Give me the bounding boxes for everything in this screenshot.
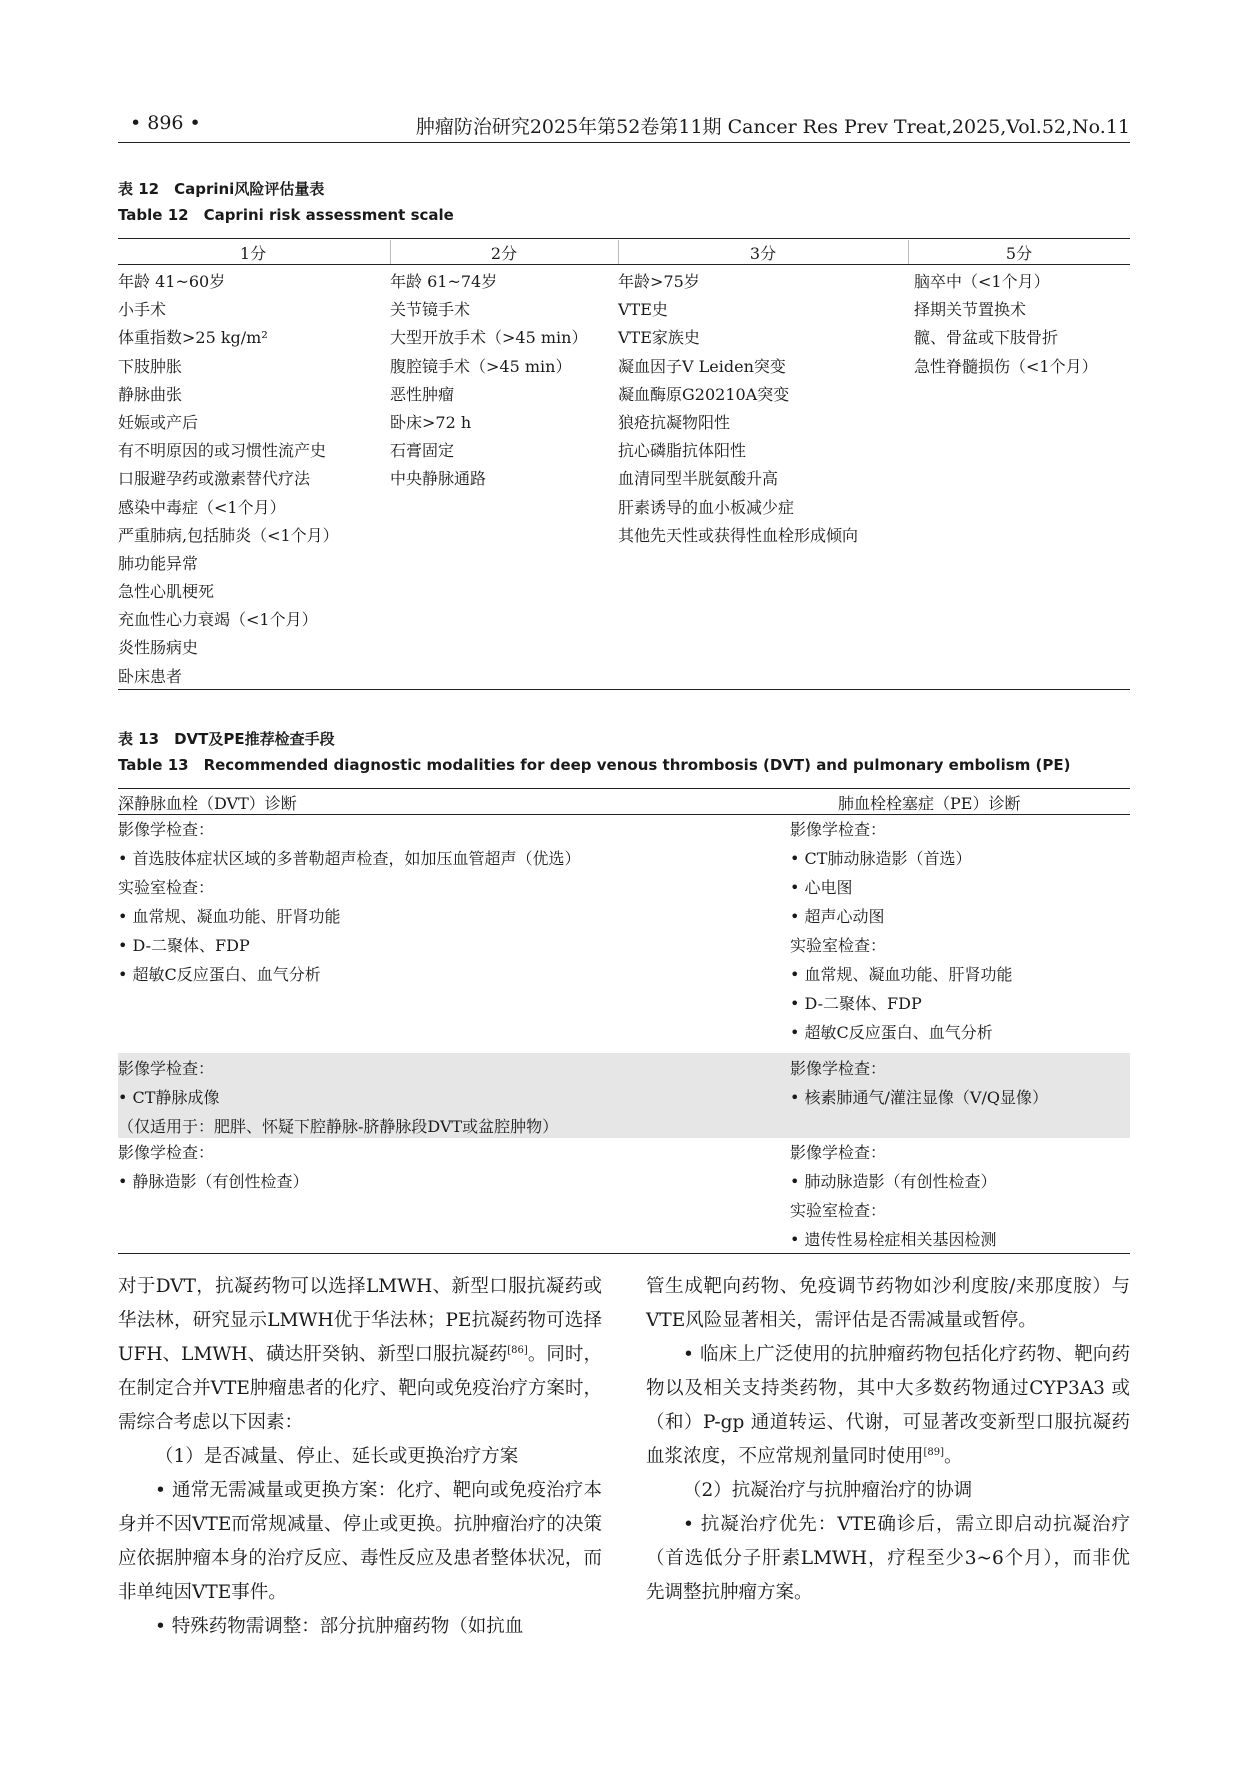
table-cell: 择期关节置换术: [914, 300, 1027, 320]
table-cell: • 血常规、凝血功能、肝肾功能: [790, 965, 1013, 984]
table-cell: • 遗传性易栓症相关基因检测: [790, 1230, 997, 1249]
table-cell: 脑卒中（<1个月）: [914, 272, 1050, 291]
paragraph: • 抗凝治疗优先：VTE确诊后，需立即启动抗凝治疗（首选低分子肝素LMWH，疗程至少3~6个月），而非优先调整抗肿瘤方案。: [646, 1514, 1130, 1603]
table-cell: 凝血因子V Leiden突变: [618, 356, 786, 376]
table-cell: 凝血酶原G20210A突变: [618, 384, 790, 404]
table-cell: 年龄 61~74岁: [390, 272, 498, 291]
table13-header-dvt: 深静脉血栓（DVT）诊断: [118, 794, 297, 813]
table12-header-5: 5分: [1005, 244, 1033, 263]
table-cell: 大型开放手术（>45 min）: [390, 328, 588, 348]
body-right-column: [646, 1270, 1130, 1610]
table-cell: • 超敏C反应蛋白、血气分析: [790, 1023, 993, 1042]
journal-citation: 肿瘤防治研究2025年第52卷第11期 Cancer Res Prev Treat,2025,Vol.52,No.11: [415, 116, 1130, 138]
paragraph: 对于DVT，抗凝药物可以选择LMWH、新型口服抗凝药或华法林，研究显示LMWH优于华法林；PE抗凝药物可选择UFH、LMWH、磺达肝癸钠、新型口服抗凝药[86]。同时，在制定合并VTE肿瘤患者的化疗、靶向或免疫治疗方案时，需综合考虑以下因素：: [118, 1276, 602, 1433]
table13-caption-en: Table 13 Recommended diagnostic modalities for deep venous thrombosis (DVT) and pulmonary embolism (PE): [118, 756, 1071, 774]
table13-row1-pe: [790, 815, 1013, 1047]
table-cell: 腹腔镜手术（>45 min）: [390, 356, 572, 376]
table-cell: 中央静脉通路: [390, 469, 487, 489]
table13-row2-dvt: [118, 1054, 558, 1141]
table-cell: 其他先天性或获得性血栓形成倾向: [618, 525, 859, 545]
table-cell: 小手术: [118, 300, 167, 320]
table-cell: 急性脊髓损伤（<1个月）: [914, 356, 1098, 376]
paragraph: • 通常无需减量或更换方案：化疗、靶向或免疫治疗本身并不因VTE而常规减量、停止或更换。抗肿瘤治疗的决策应依据肿瘤本身的治疗反应、毒性反应及患者整体状况，而非单纯因VTE事件。: [118, 1480, 602, 1603]
table-cell: 实验室检查：: [118, 878, 215, 897]
table-cell: 实验室检查：: [790, 1201, 887, 1220]
table12-caption-en: Table 12 Caprini risk assessment scale: [118, 206, 454, 224]
table-cell: 抗心磷脂抗体阳性: [618, 441, 747, 461]
table-cell: • 超声心动图: [790, 907, 885, 926]
table-cell: • CT静脉成像: [118, 1088, 220, 1107]
paragraph: 管生成靶向药物、免疫调节药物如沙利度胺/来那度胺）与VTE风险显著相关，需评估是否需减量或暂停。: [646, 1276, 1130, 1331]
table13-row3-dvt: [118, 1138, 309, 1196]
table12-column-5pt: [914, 268, 1098, 381]
table-cell: • 心电图: [790, 878, 853, 897]
table12-column-2pt: [390, 268, 587, 494]
citation-ref: [86]: [507, 1344, 528, 1356]
table-cell: 实验室检查：: [790, 936, 887, 955]
page-number: • 896 •: [130, 112, 201, 134]
paragraph: （1）是否减量、停止、延长或更换治疗方案: [155, 1446, 519, 1467]
table-cell: 影像学检查：: [118, 820, 215, 839]
paragraph: • 特殊药物需调整：部分抗肿瘤药物（如抗血: [155, 1616, 524, 1637]
table-cell: 石膏固定: [390, 441, 455, 461]
table-cell: VTE史: [618, 300, 668, 320]
table13-caption-cn: 表 13 DVT及PE推荐检查手段: [118, 730, 335, 748]
table12-header-1: 1分: [239, 244, 267, 263]
table13-row3-pe: [790, 1138, 997, 1254]
table-cell: 影像学检查：: [790, 820, 887, 839]
table-cell: 肝素诱导的血小板减少症: [618, 497, 795, 517]
table-cell: 年龄 41~60岁: [118, 272, 226, 291]
table-cell: • D-二聚体、FDP: [118, 936, 250, 955]
table-cell: • 超敏C反应蛋白、血气分析: [118, 965, 321, 984]
table-cell: • 核素肺通气/灌注显像（V/Q显像）: [790, 1088, 1048, 1107]
table-cell: 影像学检查：: [118, 1059, 215, 1078]
table-cell: 严重肺病,包括肺炎（<1个月）: [118, 525, 339, 545]
table-cell: 静脉曲张: [118, 384, 183, 404]
table-cell: 卧床>72 h: [390, 412, 472, 432]
table-cell: 关节镜手术: [390, 300, 471, 320]
table-cell: 感染中毒症（<1个月）: [118, 497, 286, 517]
table12-caption-cn: 表 12 Caprini风险评估量表: [118, 180, 325, 198]
table-cell: 下肢肿胀: [118, 356, 183, 376]
table-cell: 血清同型半胱氨酸升高: [618, 469, 779, 489]
table-cell: 急性心肌梗死: [118, 582, 215, 602]
table-cell: 年龄>75岁: [618, 272, 700, 291]
table-cell: 妊娠或产后: [118, 412, 199, 432]
citation-ref: [89]: [923, 1446, 945, 1458]
table-cell: 充血性心力衰竭（<1个月）: [118, 610, 318, 630]
table-cell: 口服避孕药或激素替代疗法: [118, 469, 311, 489]
table-cell: • CT肺动脉造影（首选）: [790, 849, 972, 868]
paragraph: • 临床上广泛使用的抗肿瘤药物包括化疗药物、靶向药物以及相关支持类药物，其中大多数药物通过CYP3A3 或（和）P-gp 通道转运、代谢，可显著改变新型口服抗凝药血浆浓度，不应常规剂量同时使用[89]。: [646, 1344, 1130, 1467]
table-cell: 卧床患者: [118, 666, 183, 686]
table-cell: 肺功能异常: [118, 553, 199, 573]
body-left-column: [118, 1270, 602, 1644]
table12-header-2: 2分: [490, 244, 518, 263]
table13-row2-pe: [790, 1054, 1048, 1112]
table13-header-pe: 肺血栓栓塞症（PE）诊断: [838, 794, 1021, 813]
table-cell: 体重指数>25 kg/m²: [118, 328, 268, 348]
table-cell: 影像学检查：: [118, 1143, 215, 1162]
paragraph: （2）抗凝治疗与抗肿瘤治疗的协调: [683, 1480, 973, 1501]
table-cell: • 血常规、凝血功能、肝肾功能: [118, 907, 341, 926]
table-cell: • D-二聚体、FDP: [790, 994, 922, 1013]
table-cell: 影像学检查：: [790, 1143, 887, 1162]
table-cell: • 肺动脉造影（有创性检查）: [790, 1172, 997, 1191]
table-cell: • 静脉造影（有创性检查）: [118, 1172, 309, 1191]
table-cell: 影像学检查：: [790, 1059, 887, 1078]
table-cell: VTE家族史: [618, 328, 700, 348]
table-cell: 恶性肿瘤: [390, 384, 455, 404]
table12-header-3: 3分: [749, 244, 777, 263]
table12-column-1pt: [118, 268, 339, 691]
table12-column-3pt: [618, 268, 858, 550]
table-cell: （仅适用于：肥胖、怀疑下腔静脉-脐静脉段DVT或盆腔肿物）: [118, 1117, 559, 1136]
table-cell: 髋、骨盆或下肢骨折: [914, 328, 1059, 348]
table-cell: 有不明原因的或习惯性流产史: [118, 441, 327, 461]
running-header: [118, 110, 1130, 143]
table13-row1-dvt: [118, 815, 581, 989]
table-cell: 炎性肠病史: [118, 638, 199, 658]
table-cell: 狼疮抗凝物阳性: [618, 412, 731, 432]
table-cell: • 首选肢体症状区域的多普勒超声检查，如加压血管超声（优选）: [118, 849, 581, 868]
